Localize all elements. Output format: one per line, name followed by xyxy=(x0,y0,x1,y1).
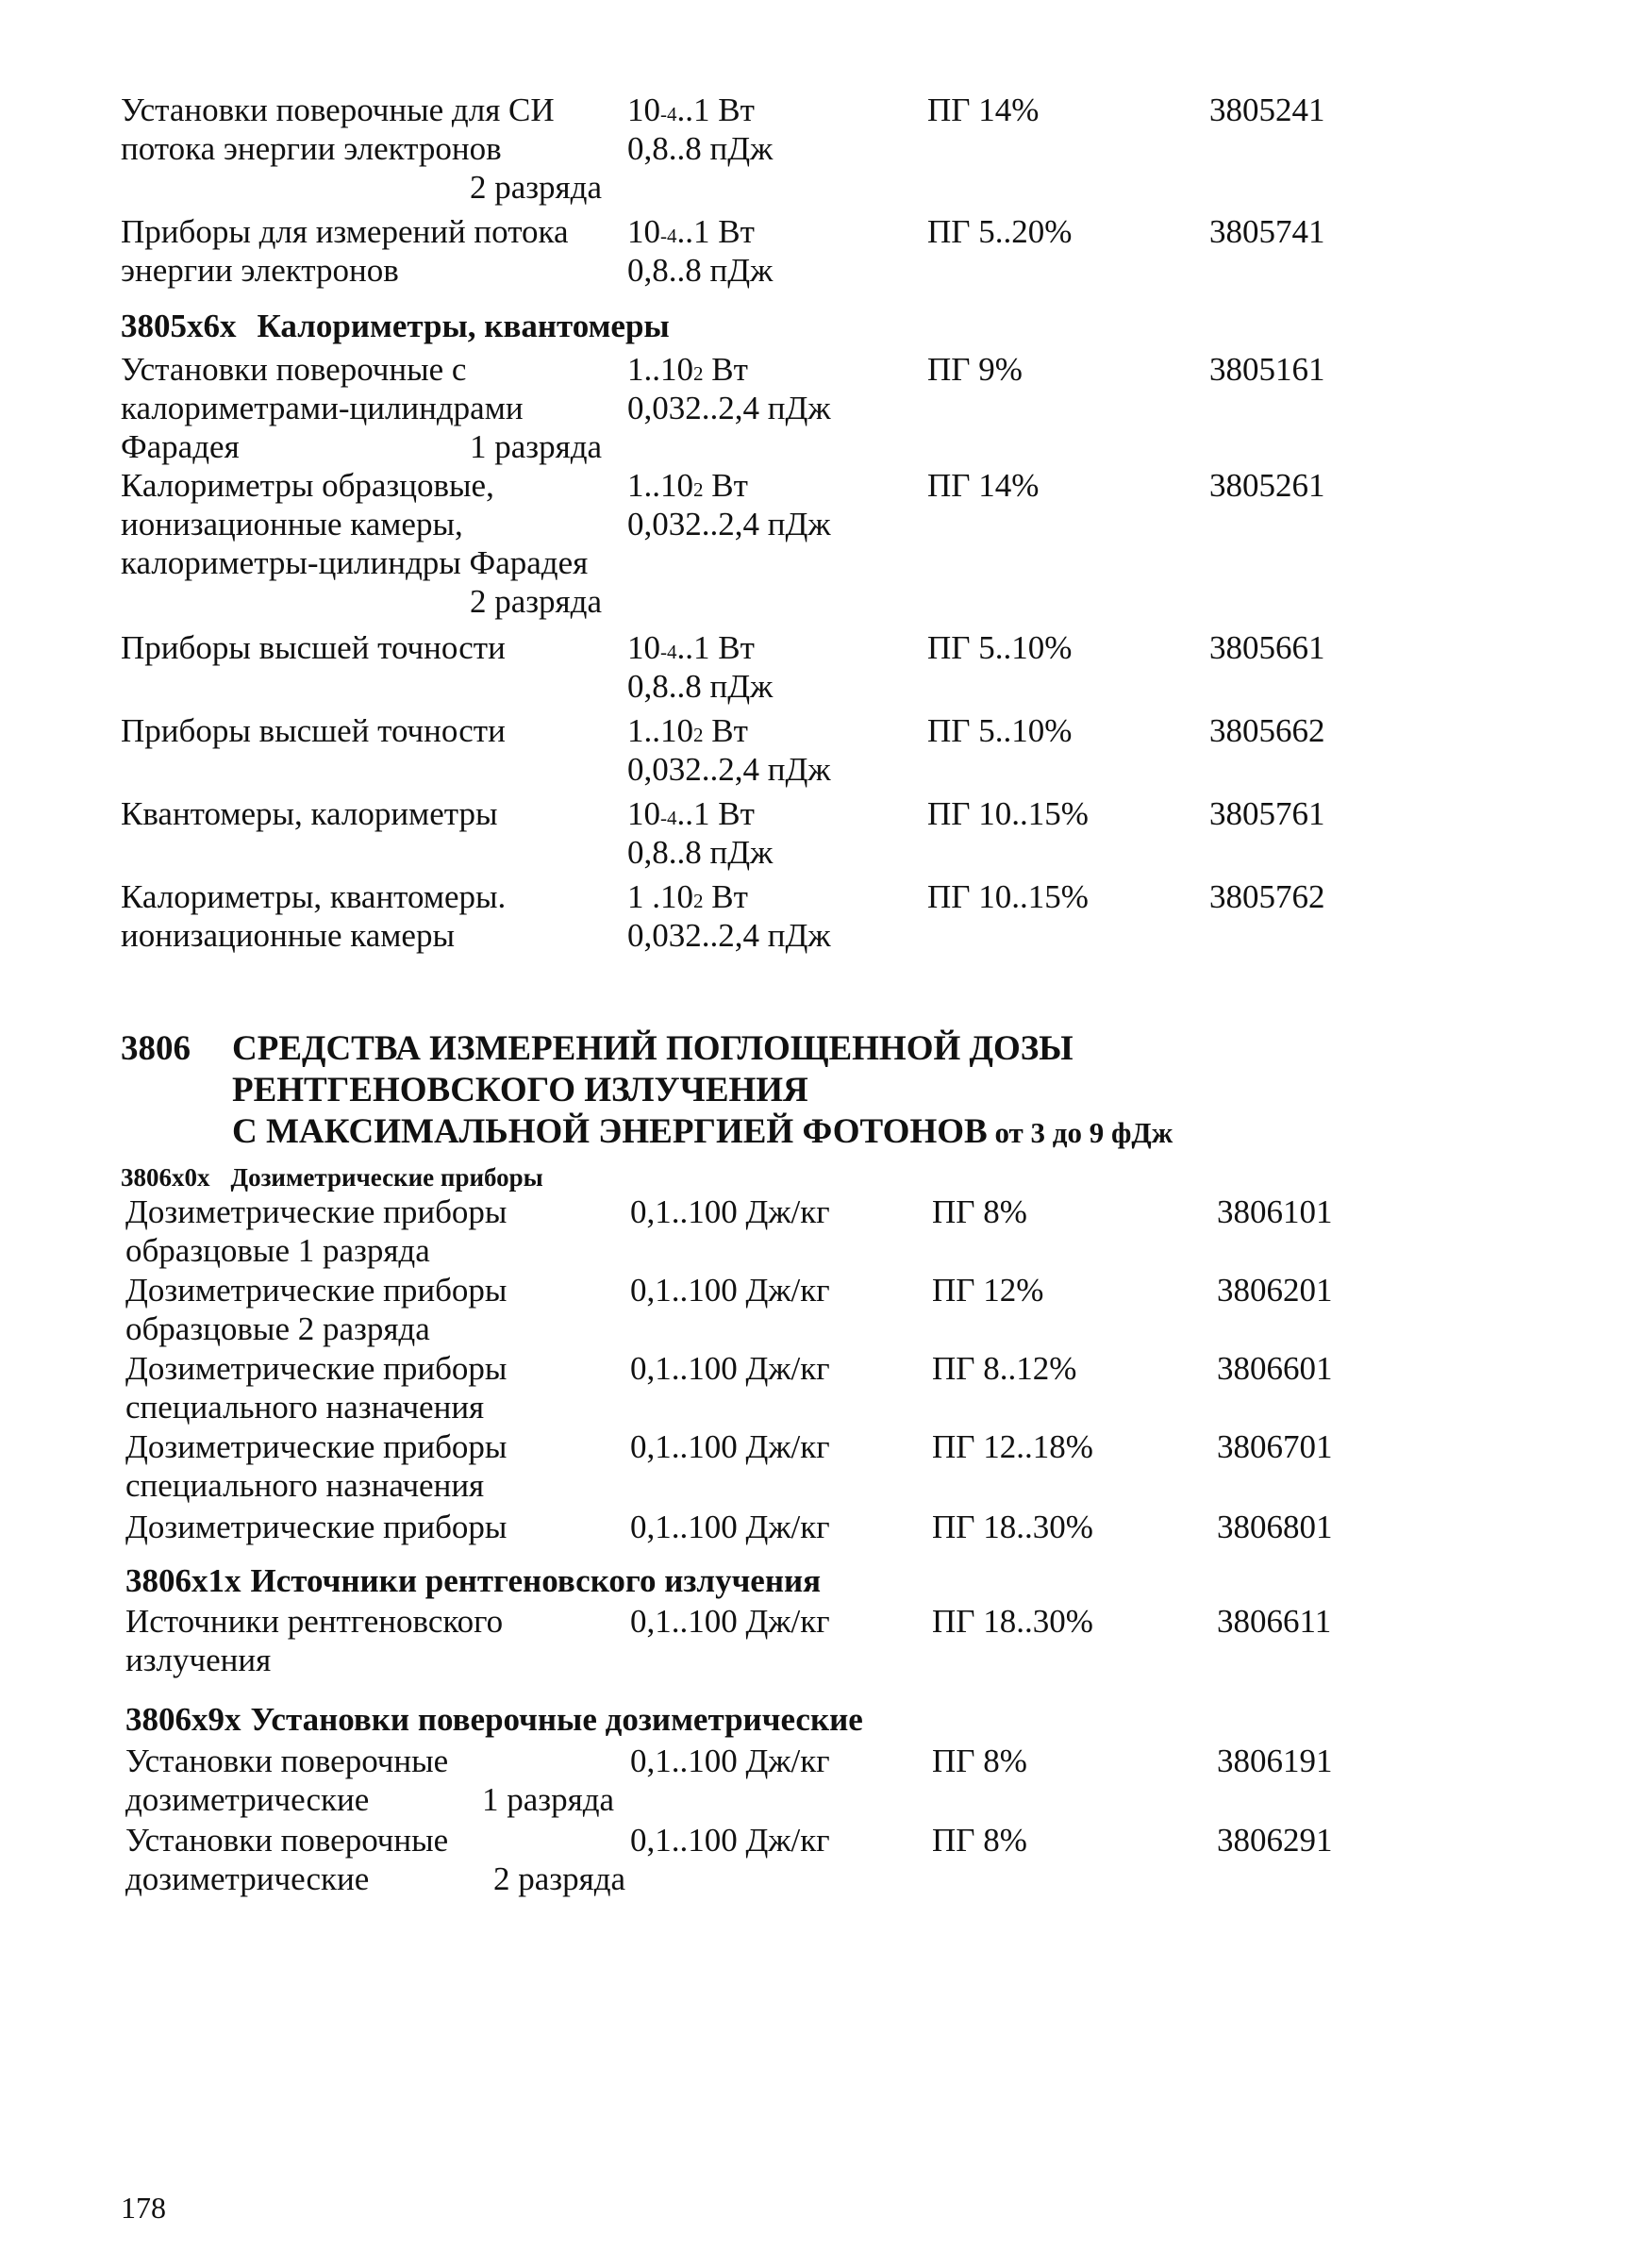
code-value: 3805662 xyxy=(1209,712,1325,749)
device-name: Приборы для измерений потока энергии электронов xyxy=(121,213,569,289)
device-name: Калориметры образцовые, ионизационные камеры, калориметры-цилиндры Фарадея 2 разряда xyxy=(121,467,602,620)
device-name: Источники рентгеновского излучения xyxy=(125,1603,504,1678)
measurement-range: 1..10$^2$ Вт 0,032..2,4 пДж xyxy=(627,467,831,542)
grade-label: 2 разряда xyxy=(469,583,602,620)
error-value: ПГ 14% xyxy=(927,467,1040,504)
code-value: 3806611 xyxy=(1217,1603,1332,1640)
device-name: Приборы высшей точности xyxy=(121,712,506,749)
measurement-range: $10^{-4}..1$ Вт 0,8..8 пДж xyxy=(627,629,774,705)
device-name: Приборы высшей точности xyxy=(121,629,506,666)
measurement-range: $10^{-4}..1$ Вт 0,8..8 пДж xyxy=(627,213,774,289)
code-value: 3805762 xyxy=(1209,878,1325,915)
subsection-heading: 3806х9х Установки поверочные дозиметрические xyxy=(125,1701,863,1738)
error-value: ПГ 12..18% xyxy=(932,1428,1093,1465)
code-value: 3805741 xyxy=(1209,213,1325,250)
error-value: ПГ 8..12% xyxy=(932,1350,1077,1387)
measurement-range: 0,1..100 Дж/кг xyxy=(630,1350,830,1387)
device-name: Установки поверочные для СИ потока энергии электронов 2 разряда xyxy=(121,92,602,206)
device-name: Установки поверочные дозиметрические 1 разряда xyxy=(125,1743,615,1818)
code-value: 3805661 xyxy=(1209,629,1325,666)
error-value: ПГ 8% xyxy=(932,1193,1027,1230)
error-value: ПГ 5..20% xyxy=(927,213,1073,250)
error-value: ПГ 5..10% xyxy=(927,712,1073,749)
measurement-range: 0,1..100 Дж/кг xyxy=(630,1428,830,1465)
code-value: 3806601 xyxy=(1217,1350,1333,1387)
device-name: Дозиметрические приборы образцовые 2 разряда xyxy=(125,1272,508,1347)
measurement-range: 0,1..100 Дж/кг xyxy=(630,1272,830,1309)
measurement-range: 1 $.10^2$ Вт 0,032..2,4 пДж xyxy=(627,878,831,954)
device-name: Установки поверочные с калориметрами-цилиндрами Фарадея 1 разряда xyxy=(121,351,603,465)
device-name: Установки поверочные дозиметрические 2 разряда xyxy=(125,1822,626,1897)
measurement-range: $10^{-4}..1$ Вт 0,8..8 пДж xyxy=(627,92,774,167)
code-value: 3806801 xyxy=(1217,1509,1333,1545)
subsection-heading: 3806х1х Источники рентгеновского излучения xyxy=(125,1562,822,1599)
device-name: Дозиметрические приборы специального назначения xyxy=(125,1350,508,1426)
code-value: 3805241 xyxy=(1209,92,1325,128)
device-name: Калориметры, квантомеры. ионизационные камеры xyxy=(121,878,507,954)
device-name: Квантомеры, калориметры xyxy=(121,795,498,832)
error-value: ПГ 8% xyxy=(932,1822,1027,1859)
grade-label: 1 разряда xyxy=(482,1781,615,1818)
error-value: ПГ 8% xyxy=(932,1743,1027,1779)
section-number: 3806 xyxy=(121,1029,191,1068)
measurement-range: 0,1..100 Дж/кг xyxy=(630,1822,830,1859)
error-value: ПГ 10..15% xyxy=(927,878,1089,915)
error-value: ПГ 18..30% xyxy=(932,1509,1093,1545)
subsection-heading: 3805х6х Калориметры, квантомеры xyxy=(121,308,670,344)
code-value: 3805161 xyxy=(1209,351,1325,388)
measurement-range: 1..10$^2$ Вт 0,032..2,4 пДж xyxy=(627,351,831,426)
error-value: ПГ 10..15% xyxy=(927,795,1089,832)
measurement-range: $10^{-4}..1$ Вт 0,8..8 пДж xyxy=(627,795,774,871)
error-value: ПГ 18..30% xyxy=(932,1603,1093,1640)
device-name: Дозиметрические приборы xyxy=(125,1509,508,1545)
device-name: Дозиметрические приборы образцовые 1 разряда xyxy=(125,1193,508,1269)
error-value: ПГ 5..10% xyxy=(927,629,1073,666)
error-value: ПГ 14% xyxy=(927,92,1040,128)
measurement-range: 0,1..100 Дж/кг xyxy=(630,1509,830,1545)
grade-label: 2 разряда xyxy=(469,169,602,206)
code-value: 3806101 xyxy=(1217,1193,1333,1230)
grade-label: 1 разряда xyxy=(470,428,603,465)
device-name: Дозиметрические приборы специального назначения xyxy=(125,1428,508,1504)
error-value: ПГ 12% xyxy=(932,1272,1044,1309)
code-value: 3806701 xyxy=(1217,1428,1333,1465)
error-value: ПГ 9% xyxy=(927,351,1023,388)
measurement-range: 0,1..100 Дж/кг xyxy=(630,1743,830,1779)
measurement-range: 0,1..100 Дж/кг xyxy=(630,1603,830,1640)
subsection-heading: 3806х0х Дозиметрические приборы xyxy=(121,1163,543,1192)
measurement-range: 1..10$^2$ Вт 0,032..2,4 пДж xyxy=(627,712,831,788)
code-value: 3805761 xyxy=(1209,795,1325,832)
grade-label: 2 разряда xyxy=(493,1860,626,1897)
page-number: 178 xyxy=(121,2191,166,2225)
code-value: 3806201 xyxy=(1217,1272,1333,1309)
code-value: 3806191 xyxy=(1217,1743,1333,1779)
document-page: Установки поверочные для СИ потока энергии электронов 2 разряда $10^{-4}..1$ Вт 0,8..8 пДж ПГ 14% 3805241 Приборы для измерений потока энергии электронов $10^{-4}..1$ Вт 0,8..8 пДж ПГ 5..20% 3805741 3805х6х Калориметры, квантомеры Установки поверочные с калориметрами-цилиндрами Фарадея 1 разряда 1..10$^2$ Вт 0,032..2,4 пДж ПГ 9% 3805161 Калориметры образцовые, ионизационные камеры, калориметры-цилиндры Фарадея 2 разряда 1..10$^2$ Вт 0,032..2,4 пДж ПГ 14% 3805261 Приборы высшей точности $10^{-4}..1$ Вт 0,8..8 пДж ПГ 5..10% 3805661 Приборы высшей точности 1..10$^2$ Вт 0,032..2,4 пДж ПГ 5..10% 3805662 Квантомеры, калориметры $10^{-4}..1$ Вт 0,8..8 пДж ПГ 10..15% 3805761 Калориметры, квантомеры. ионизационные камеры 1 $.10^2$ Вт 0,032..2,4 пДж ПГ 10..15% 3805762 3806 СРЕДСТВА ИЗМЕРЕНИЙ ПОГЛОЩЕННОЙ ДОЗЫ РЕНТГЕНОВСКОГО ИЗЛУЧЕНИЯ С МАКСИМАЛЬНОЙ ЭНЕРГИЕЙ ФОТОНОВ от 3 до 9 фДж 3806х0х Дозиметрические приборы Дозиметрические приборы образцовые 1 разряда 0,1..100 Дж/кг ПГ 8% 3806101 Дозиметрические приборы образцовые 2 разряда 0,1..100 Дж/кг ПГ 12% 3806201 Дозиметрические приборы специального назначения 0,1..100 Дж/кг ПГ 8..12% 3806601 Дозиметрические приборы специального назначения 0,1..100 Дж/кг ПГ 12..18% 3806701 Дозиметрические приборы 0,1..100 Дж/кг ПГ 18..30% 3806801 3806х1х Источники рентгеновского излучения Источники рентгеновского излучения 0,1..100 Дж/кг ПГ 18..30% 3806611 3806х9х Установки поверочные дозиметрические Установки поверочные дозиметрические 1 разряда 0,1..100 Дж/кг ПГ 8% 3806191 Установки поверочные дозиметрические 2 разряда 0,1..100 Дж/кг ПГ 8% 3806291 178 xyxy=(121,92,1333,2225)
code-value: 3805261 xyxy=(1209,467,1325,504)
measurement-range: 0,1..100 Дж/кг xyxy=(630,1193,830,1230)
code-value: 3806291 xyxy=(1217,1822,1333,1859)
